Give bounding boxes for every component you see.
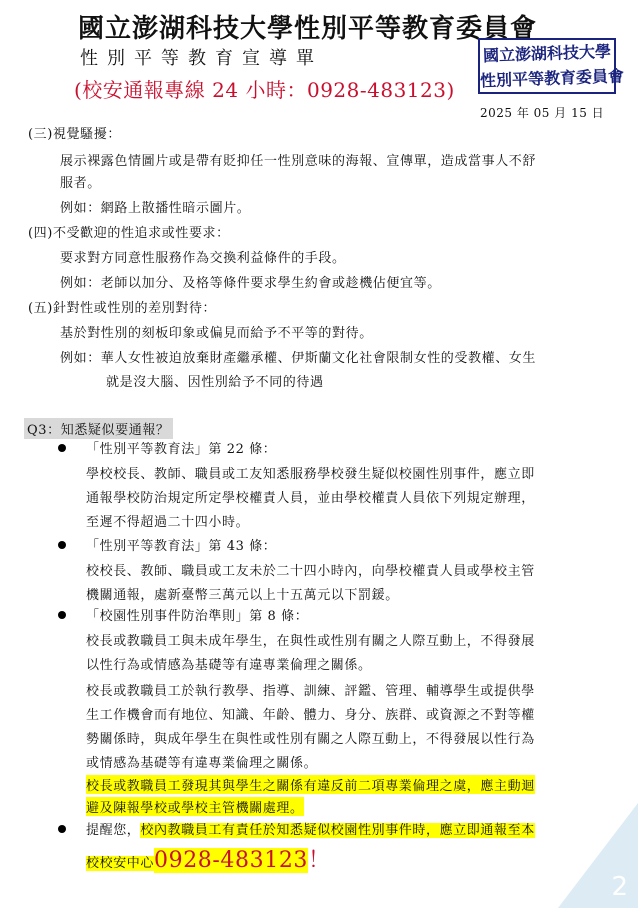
reminder-line-2 <box>86 843 331 874</box>
reminder-phone-number: 0928-483123 <box>154 848 309 873</box>
document-title: 國立澎湖科技大學性別平等教育委員會 <box>78 14 538 44</box>
bullet-icon <box>58 611 66 619</box>
section-heading-differential-treatment: (五)針對性或性別的差別對待： <box>28 301 217 316</box>
paragraph-line: 校校長、教師、職員或工友未於二十四小時內，向學校權責人員或學校主管 <box>86 564 535 579</box>
reminder-suffix: ！ <box>308 848 331 873</box>
reminder-line-1 <box>86 819 535 838</box>
highlighted-line: 校長或教職員工發現其與學生之關係有違反前二項專業倫理之虞，應主動迴 <box>86 775 535 794</box>
paragraph-line: 校長或教職員工於執行教學、指導、訓練、評鑑、管理、輔導學生或提供學 <box>86 684 535 699</box>
paragraph-line: 以性行為或情感為基礎等有違專業倫理之關係。 <box>86 658 372 673</box>
list-item-title: 「性別平等教育法」第 22 條： <box>86 442 277 457</box>
reminder-prefix: 提醒您， <box>86 823 141 838</box>
logo-line-1: 國立澎湖科技大學 <box>482 41 612 66</box>
paragraph-line: 通報學校防治規定所定學校權責人員，並由學校權責人員依下列規定辦理， <box>86 491 535 506</box>
bullet-icon <box>58 444 66 452</box>
highlighted-line: 避及陳報學校或學校主管機關處理。 <box>86 797 304 816</box>
reminder-highlight: 校校安中心 <box>86 856 155 871</box>
bullet-icon <box>58 825 66 833</box>
hotline-text: (校安通報專線 24 小時：0928-483123) <box>74 78 455 102</box>
committee-seal-logo <box>478 38 625 94</box>
list-item-title: 「校園性別事件防治準則」第 8 條： <box>86 609 309 624</box>
paragraph-line: 服者。 <box>60 176 101 191</box>
bullet-icon <box>58 541 66 549</box>
paragraph-line: 機關通報，處新臺幣三萬元以上十五萬元以下罰鍰。 <box>86 588 399 603</box>
document-subtitle: 性別平等教育宣導單 <box>80 48 323 69</box>
paragraph-line: 或情感為基礎等有違專業倫理之關係。 <box>86 756 318 771</box>
paragraph-line: 勢關係時，與成年學生在與性或性別有關之人際互動上，不得發展以性行為 <box>86 732 535 747</box>
document-date: 2025 年 05 月 15 日 <box>480 106 605 120</box>
example-line: 就是沒大腦、因性別給予不同的待遇 <box>106 375 324 390</box>
logo-line-2: 性別平等教育委員會 <box>479 66 625 91</box>
page-number: 2 <box>611 872 628 902</box>
section-heading-unwelcome-pursuit: (四)不受歡迎的性追求或性要求： <box>28 226 230 241</box>
paragraph-line: 展示裸露色情圖片或是帶有貶抑任一性別意味的海報、宣傳單，造成當事人不舒 <box>60 154 537 169</box>
paragraph-line: 基於對性別的刻板印象或偏見而給予不平等的對待。 <box>60 326 373 341</box>
example-line: 例如：網路上散播性暗示圖片。 <box>60 201 251 216</box>
example-line: 例如：華人女性被迫放棄財產繼承權、伊斯蘭文化社會限制女性的受教權、女生 <box>60 351 537 366</box>
paragraph-line: 校長或教職員工與未成年學生，在與性或性別有關之人際互動上，不得發展 <box>86 634 535 649</box>
paragraph-line: 生工作機會而有地位、知識、年齡、體力、身分、族群、或資源之不對等權 <box>86 708 535 723</box>
reminder-highlight: 校內教職員工有責任於知悉疑似校園性別事件時，應立即通報至本 <box>140 823 535 838</box>
list-item-title: 「性別平等教育法」第 43 條： <box>86 539 277 554</box>
paragraph-line: 要求對方同意性服務作為交換利益條件的手段。 <box>60 251 346 266</box>
section-heading-visual-harassment: (三)視覺騷擾： <box>28 127 121 142</box>
paragraph-line: 學校校長、教師、職員或工友知悉服務學校發生疑似校園性別事件，應立即 <box>86 467 535 482</box>
q3-heading: Q3：知悉疑似要通報？ <box>24 418 173 439</box>
example-line: 例如：老師以加分、及格等條件要求學生約會或趁機佔便宜等。 <box>60 276 441 291</box>
paragraph-line: 至遲不得超過二十四小時。 <box>86 515 250 530</box>
